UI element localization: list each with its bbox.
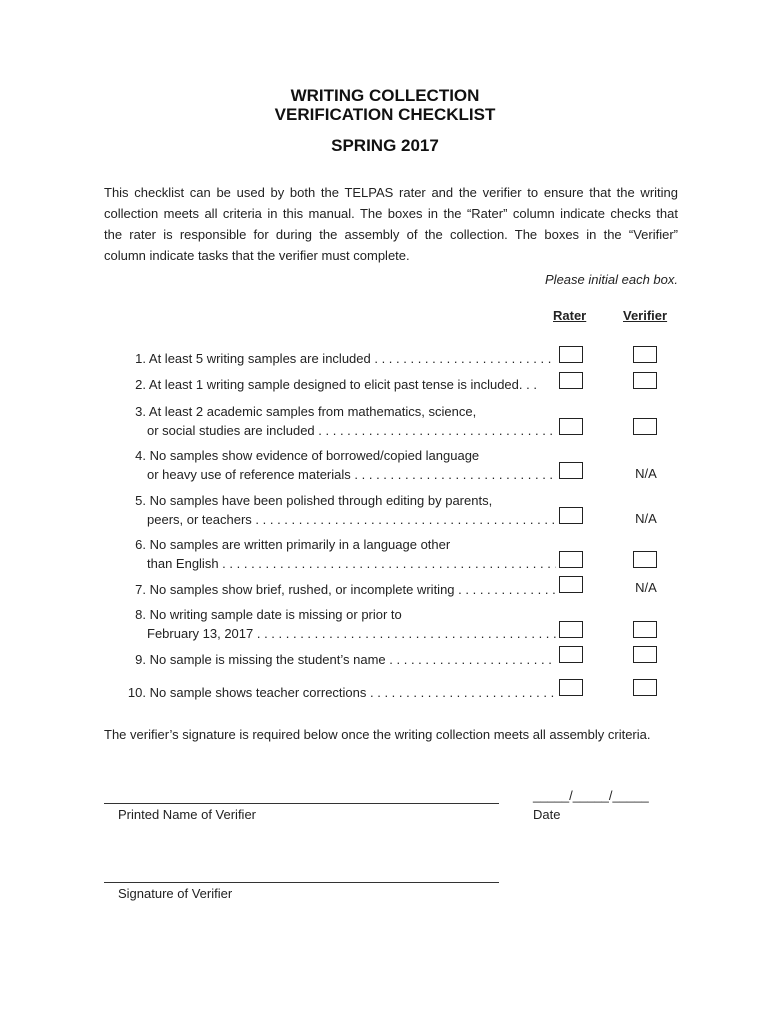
rater-column-header: Rater	[553, 308, 587, 323]
printed-name-line[interactable]	[104, 803, 499, 804]
checklist-item	[122, 446, 556, 484]
rater-checkbox[interactable]	[559, 679, 583, 696]
item-number: 4.	[135, 448, 146, 463]
title-line-2: VERIFICATION CHECKLIST	[274, 105, 496, 124]
item-text: At least 5 writing samples are included	[148, 351, 371, 366]
verifier-column-header: Verifier	[623, 308, 668, 323]
item-text-continued: peers, or teachers	[147, 512, 252, 527]
checklist-item	[122, 580, 556, 599]
rater-checkbox[interactable]	[559, 372, 583, 389]
item-text-continued: February 13, 2017	[147, 626, 254, 641]
item-number: 5.	[135, 493, 146, 508]
item-text: At least 2 academic samples from mathematics, science,	[148, 404, 477, 419]
item-text: No samples show brief, rushed, or incomplete writing	[149, 582, 455, 597]
rater-checkbox[interactable]	[559, 646, 583, 663]
item-number: 8.	[135, 607, 146, 622]
item-number: 2.	[135, 377, 146, 392]
verifier-na-label: N/A	[635, 511, 657, 526]
signature-line[interactable]	[104, 882, 499, 883]
rater-checkbox[interactable]	[559, 576, 583, 593]
rater-checkbox[interactable]	[559, 621, 583, 638]
initial-instruction: Please initial each box.	[545, 272, 678, 287]
checklist-item	[122, 375, 556, 394]
item-text: At least 1 writing sample designed to elicit past tense is included. . .	[148, 377, 537, 392]
item-text: No sample is missing the student’s name	[149, 652, 386, 667]
item-number: 7.	[135, 582, 146, 597]
date-label: Date	[533, 807, 561, 822]
item-number: 1.	[135, 351, 146, 366]
intro-paragraph	[104, 182, 678, 266]
subtitle: SPRING 2017	[331, 136, 439, 155]
rater-checkbox[interactable]	[559, 462, 583, 479]
verifier-checkbox[interactable]	[633, 646, 657, 663]
signature-label: Signature of Verifier	[118, 886, 233, 901]
verifier-na-label: N/A	[635, 466, 657, 481]
title-line-1: WRITING COLLECTION	[290, 86, 480, 105]
rater-checkbox[interactable]	[559, 418, 583, 435]
checklist-item	[122, 650, 556, 669]
signature-note: The verifier’s signature is required below once the writing collection meets all assembly criteria.	[104, 727, 651, 742]
checklist-item	[122, 349, 556, 368]
item-text: No writing sample date is missing or prior to	[149, 607, 402, 622]
item-text-continued: or heavy use of reference materials	[147, 467, 351, 482]
checklist-item	[122, 491, 556, 529]
item-number: 10.	[127, 685, 146, 700]
rater-checkbox[interactable]	[559, 507, 583, 524]
rater-checkbox[interactable]	[559, 346, 583, 363]
item-number: 6.	[135, 537, 146, 552]
item-text-continued: than English	[147, 556, 219, 571]
checklist-item	[122, 605, 556, 643]
item-number: 9.	[135, 652, 146, 667]
verifier-checkbox[interactable]	[633, 621, 657, 638]
intro-line: This checklist can be used by both the TELPAS rater and the verifier to ensure that the writing	[104, 185, 678, 200]
rater-checkbox[interactable]	[559, 551, 583, 568]
checklist-item	[122, 535, 556, 573]
verifier-checkbox[interactable]	[633, 551, 657, 568]
item-text: No sample shows teacher corrections	[149, 685, 367, 700]
date-field[interactable]: _____/_____/_____	[533, 788, 649, 803]
verifier-na-label: N/A	[635, 580, 657, 595]
printed-name-label: Printed Name of Verifier	[118, 807, 257, 822]
intro-line: column indicate tasks that the verifier must complete.	[104, 248, 410, 263]
item-number: 3.	[135, 404, 146, 419]
item-text-continued: or social studies are included	[147, 423, 315, 438]
verifier-checkbox[interactable]	[633, 679, 657, 696]
item-text: No samples are written primarily in a language other	[149, 537, 451, 552]
checklist-item	[122, 402, 556, 440]
verifier-checkbox[interactable]	[633, 418, 657, 435]
item-text: No samples show evidence of borrowed/copied language	[149, 448, 480, 463]
item-text: No samples have been polished through editing by parents,	[149, 493, 493, 508]
intro-line: the rater is responsible for during the assembly of the collection. The boxes in the “Verifier”	[104, 227, 678, 242]
verifier-checkbox[interactable]	[633, 372, 657, 389]
verifier-checkbox[interactable]	[633, 346, 657, 363]
intro-line: collection meets all criteria in this manual. The boxes in the “Rater” column indicate checks that	[104, 206, 678, 221]
checklist-item	[122, 683, 556, 702]
